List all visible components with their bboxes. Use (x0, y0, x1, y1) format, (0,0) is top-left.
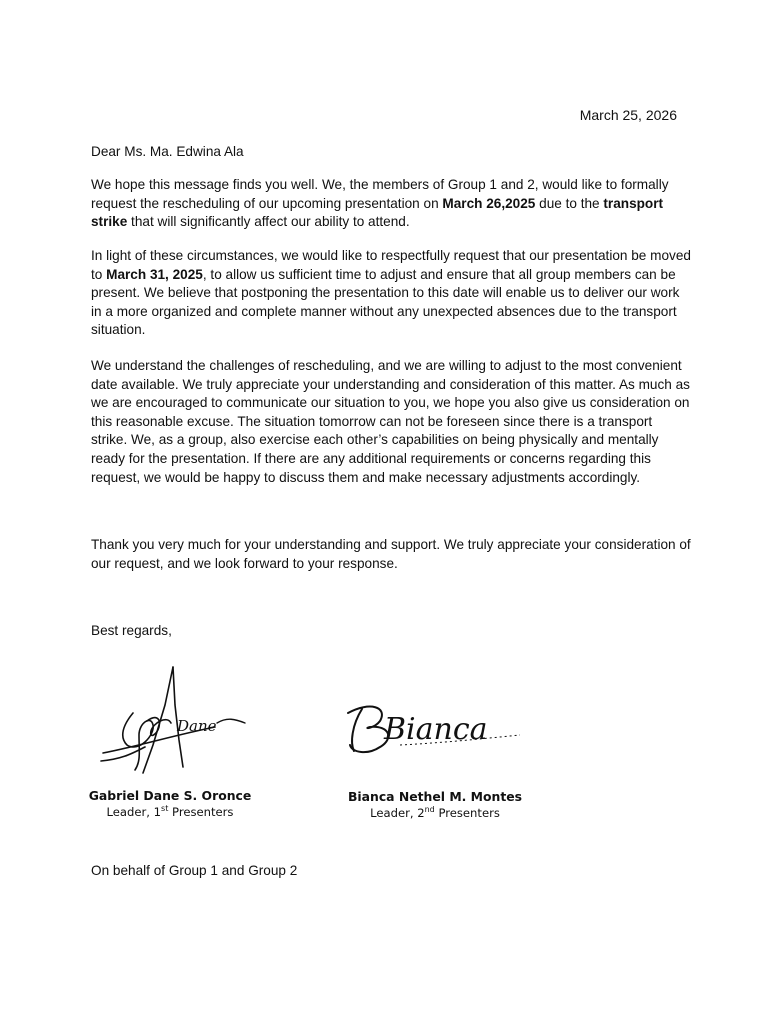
signer-role: Leader, 2nd Presenters (370, 805, 500, 820)
svg-text:Dane: Dane (177, 717, 217, 735)
letter-date: March 25, 2026 (579, 107, 677, 123)
on-behalf-line: On behalf of Group 1 and Group 2 (91, 863, 298, 878)
paragraph-understanding: We understand the challenges of rescheduling, and we are willing to adjust to the most convenient date available. We truly appreciate your understanding and consideration of this matter. As much as we are encouraged to communicate our situation to you, we hope you also give us consideration on this reasonable excuse. The situation tomorrow can not be foreseen since there is a transport strike. We, as a group, also exercise each other’s capabilities on being physically and mentally ready for the presentation. If there are any additional requirements or concerns regarding this request, we would be happy to discuss them and make necessary adjustments accordingly. (91, 358, 690, 485)
signer-bianca (345, 789, 525, 822)
signature-gabriel (95, 665, 250, 780)
signer-name: Gabriel Dane S. Oronce (88, 788, 252, 803)
closing: Best regards, (91, 623, 172, 638)
salutation: Dear Ms. Ma. Edwina Ala (91, 144, 244, 159)
transport-strike-emphasis: transport strike (91, 195, 664, 230)
signer-name: Bianca Nethel M. Montes (347, 789, 523, 804)
paragraph-new-date: In light of these circumstances, we would like to respectfully request that our presentation be moved to March 31, 2025, to allow us sufficient time to adjust and ensure that all group members can be present. We believe that postponing the presentation to this date will enable us to deliver our work in a more organized and complete manner without any unexpected absences due to the transport situation. (91, 248, 691, 338)
paragraph-thanks: Thank you very much for your understanding and support. We truly appreciate your consideration of our request, and we look forward to your response. (91, 537, 691, 571)
paragraph-request: We hope this message finds you well. We, the members of Group 1 and 2, would like to formally request the rescheduling of our upcoming presentation on March 26,2025 due to the transport strike that will significantly affect our ability to attend. (91, 177, 669, 230)
original-date: March 26,2025 (442, 195, 536, 211)
requested-date: March 31, 2025 (106, 266, 203, 282)
signature-bianca (340, 695, 535, 765)
signer-gabriel (85, 788, 255, 821)
svg-text:Bianca: Bianca (384, 712, 488, 747)
signer-role: Leader, 1st Presenters (106, 804, 234, 819)
